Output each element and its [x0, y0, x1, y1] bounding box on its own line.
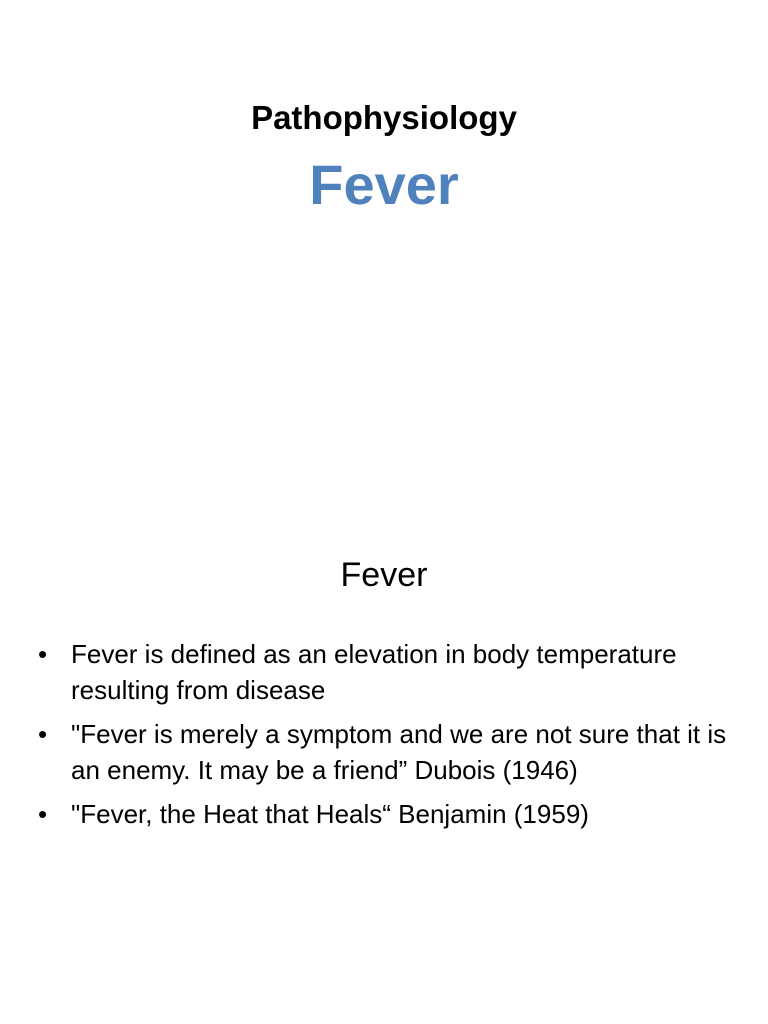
bullet-text: Fever is defined as an elevation in body temperature resulting from disease: [71, 639, 677, 705]
bullet-icon: •: [38, 719, 48, 749]
bullet-item: [38, 796, 738, 832]
bullet-text: "Fever, the Heat that Heals“ Benjamin (1959): [71, 799, 589, 829]
bullet-icon: •: [38, 799, 48, 829]
bullet-list: [38, 636, 738, 840]
bullet-text: "Fever is merely a symptom and we are not sure that it is an enemy. It may be a friend” Dubois (1946): [71, 719, 727, 785]
slide-heading: Fever: [340, 556, 428, 594]
content-slide: [0, 512, 768, 1024]
bullet-icon: •: [38, 639, 48, 669]
slide-title: Fever: [309, 153, 459, 216]
bullet-item: [38, 636, 738, 708]
bullet-item: [38, 716, 738, 788]
slide-subtitle: Pathophysiology: [251, 99, 517, 136]
